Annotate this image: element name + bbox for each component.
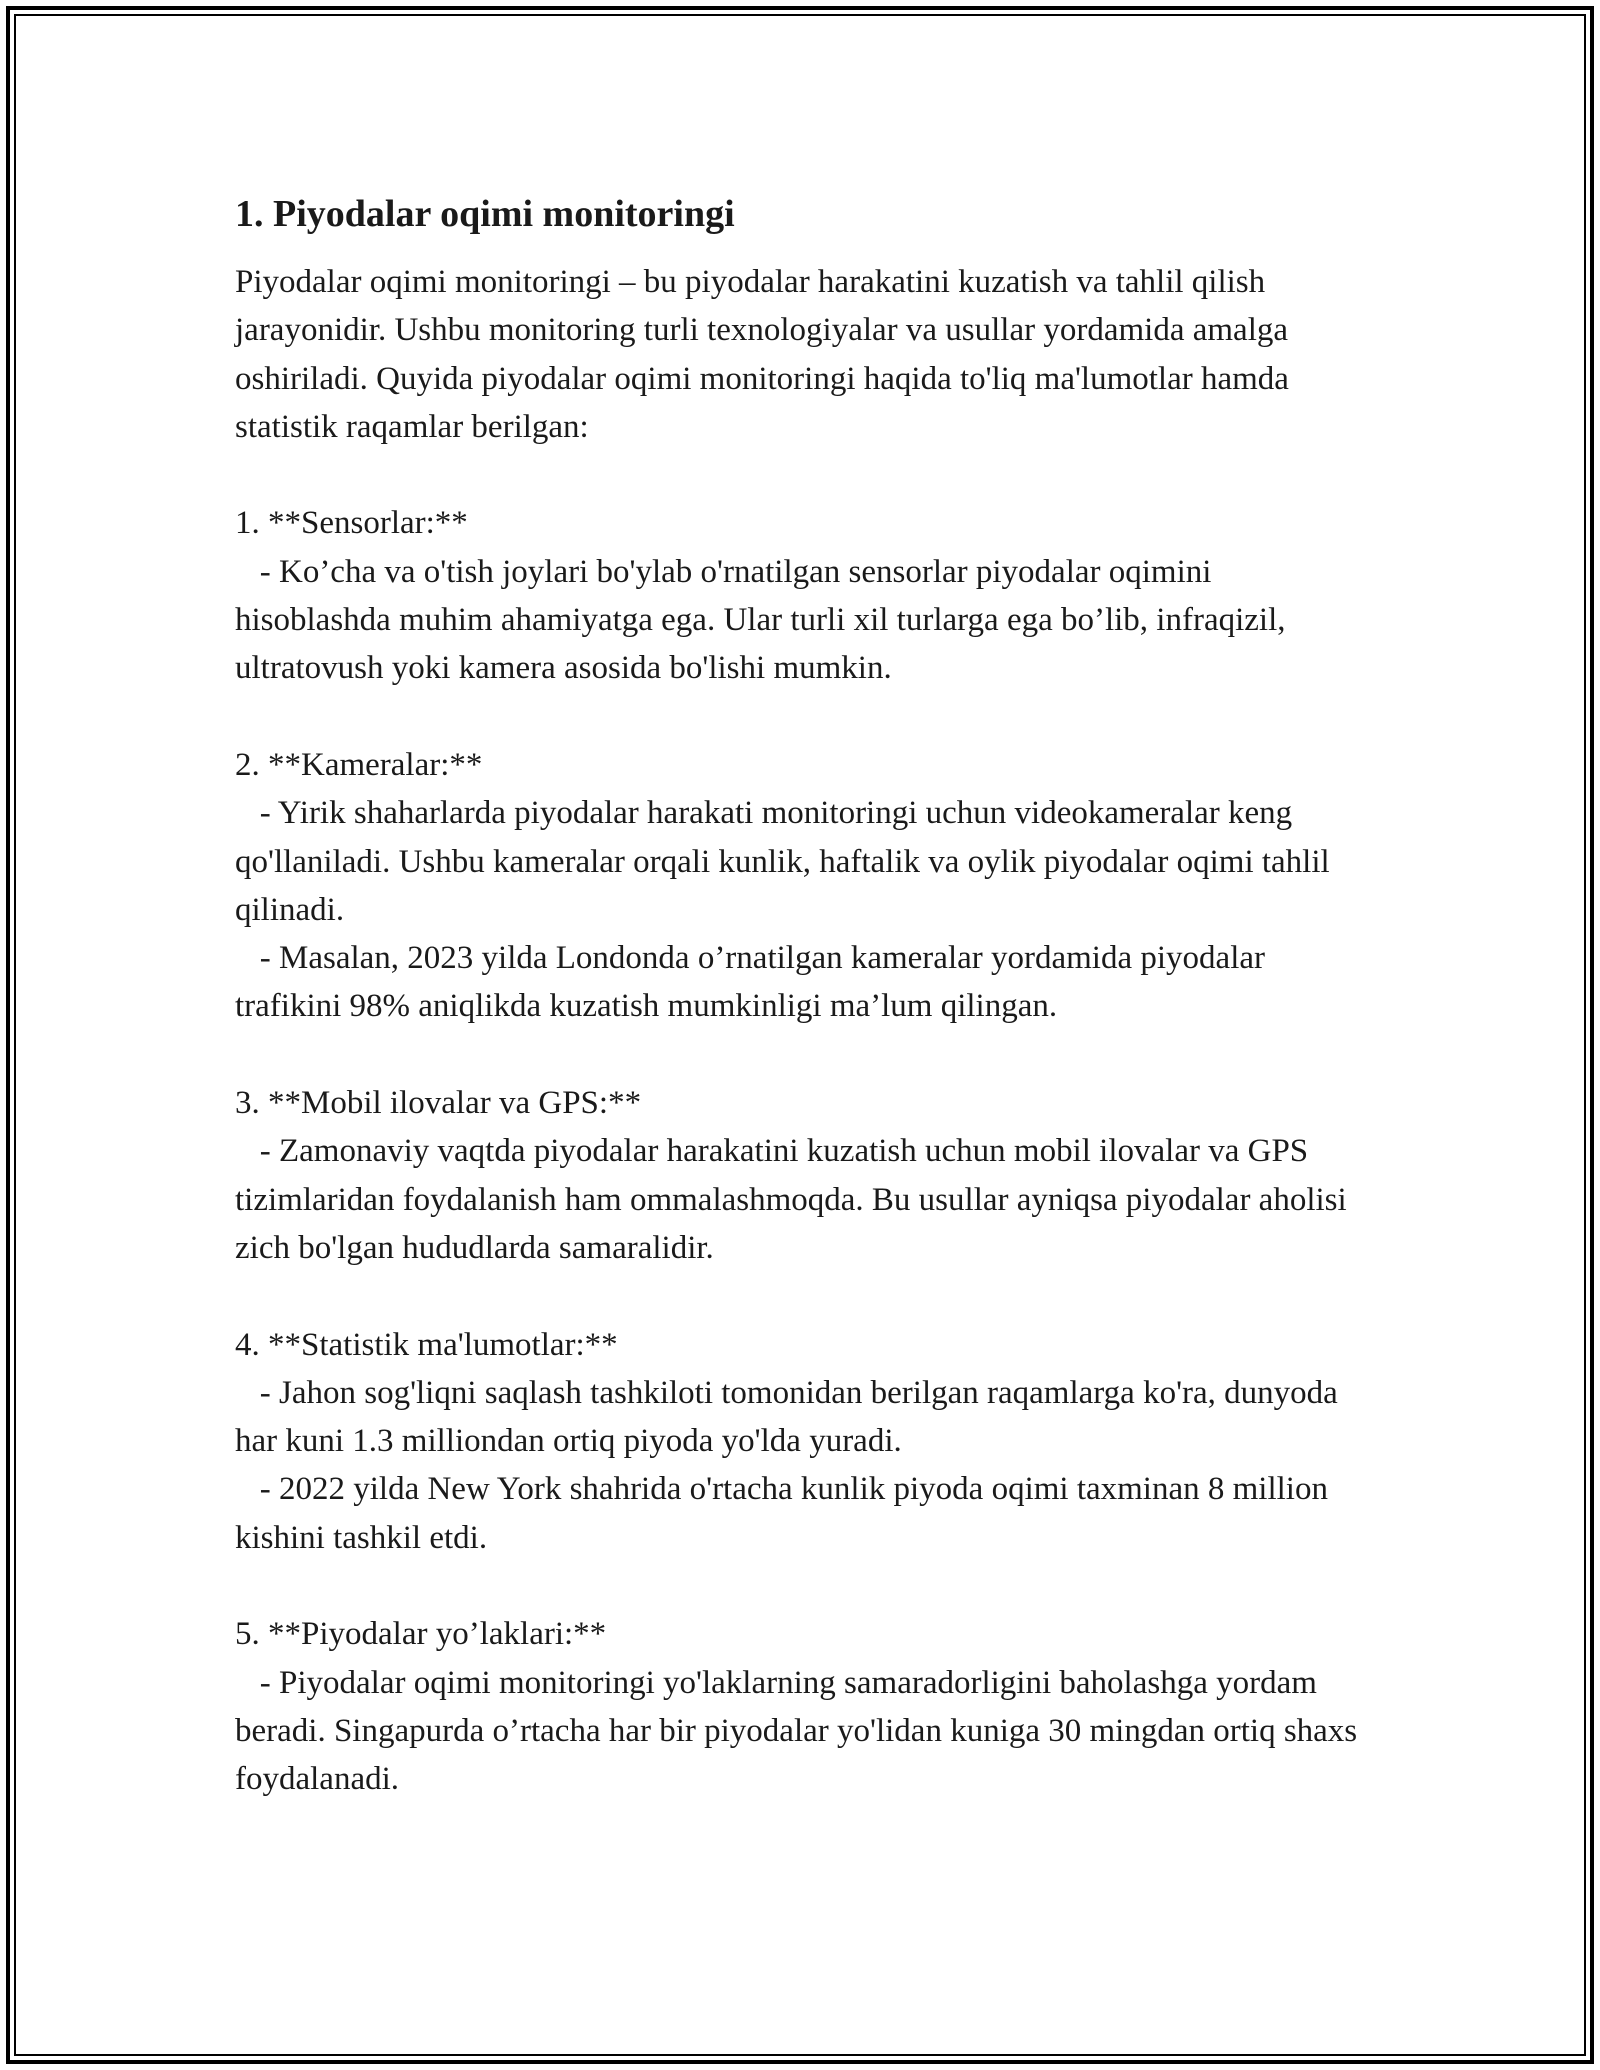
section-sensors [235, 499, 1365, 692]
section-bullet: - Ko’cha va o'tish joylari bo'ylab o'rnatilgan sensorlar piyodalar oqimini hisoblashda muhim ahamiyatga ega. Ular turli xil turlarga ega bo’lib, infraqizil, ultratovush yoki kamera asosida bo'lishi mumkin. [235, 553, 1294, 687]
section-heading: 2. **Kameralar:** [235, 746, 483, 783]
section-heading: 1. **Sensorlar:** [235, 505, 468, 542]
section-mobile-gps [235, 1079, 1365, 1272]
section-bullet: - 2022 yilda New York shahrida o'rtacha kunlik piyoda oqimi taxminan 8 million kishini tashkil etdi. [235, 1471, 1337, 1556]
section-bullet: - Jahon sog'liqni saqlash tashkiloti tomonidan berilgan raqamlarga ko'ra, dunyoda har kuni 1.3 milliondan ortiq piyoda yo'lda yuradi. [235, 1374, 1347, 1460]
section-bullet: - Yirik shaharlarda piyodalar harakati monitoringi uchun videokameralar keng qo'llaniladi. Ushbu kameralar orqali kunlik, haftalik va oylik piyodalar oqimi tahlil qilinadi. [235, 795, 1338, 928]
section-bullet: - Zamonaviy vaqtda piyodalar harakatini kuzatish uchun mobil ilovalar va GPS tizimlaridan foydalanish ham ommalashmoqda. Bu usullar ayniqsa piyodalar aholisi zich bo'lgan hududlarda samaralidir. [235, 1133, 1355, 1266]
section-walkways [235, 1610, 1365, 1803]
document-title: 1. Piyodalar oqimi monitoringi [235, 193, 735, 235]
document-body [235, 188, 1365, 1804]
section-heading: 3. **Mobil ilovalar va GPS:** [235, 1085, 642, 1122]
intro-paragraph: Piyodalar oqimi monitoringi – bu piyodalar harakatini kuzatish va tahlil qilish jarayonidir. Ushbu monitoring turli texnologiyalar va usullar yordamida amalga oshiriladi. Quyida piyodalar oqimi monitoringi haqida to'liq ma'lumotlar hamda statistik raqamlar berilgan: [235, 264, 1298, 445]
section-heading: 5. **Piyodalar yo’laklari:** [235, 1616, 607, 1653]
section-statistics [235, 1321, 1365, 1562]
section-bullet: - Masalan, 2023 yilda Londonda o’rnatilgan kameralar yordamida piyodalar trafikini 98% aniqlikda kuzatish mumkinligi ma’lum qilingan. [235, 940, 1274, 1025]
section-bullet: - Piyodalar oqimi monitoringi yo'laklarning samaradorligini baholashga yordam beradi. Singapurda o’rtacha har bir piyodalar yo'lidan kuniga 30 mingdan ortiq shaxs foydalanadi. [235, 1664, 1366, 1798]
section-cameras [235, 741, 1365, 1031]
section-heading: 4. **Statistik ma'lumotlar:** [235, 1326, 618, 1363]
